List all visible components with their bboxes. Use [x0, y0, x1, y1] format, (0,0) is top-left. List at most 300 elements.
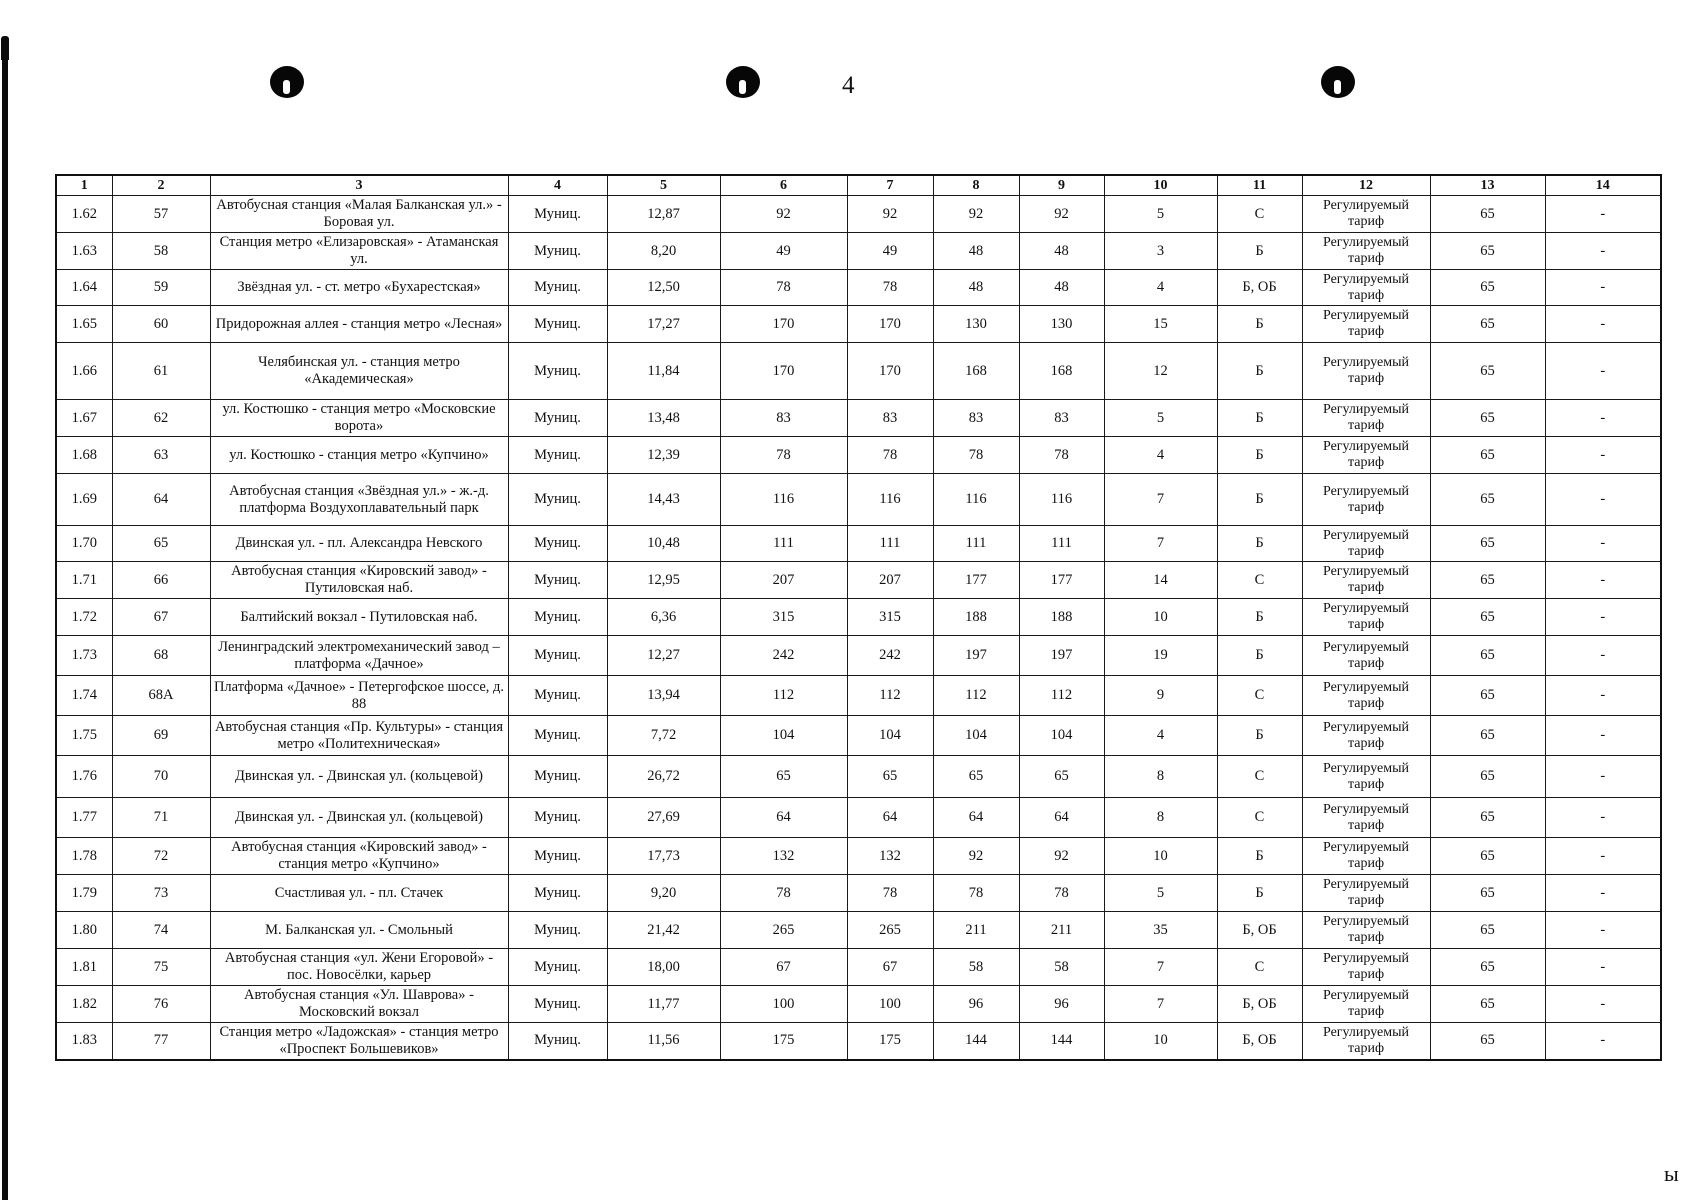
route-name-cell: Автобусная станция «ул. Жени Егоровой» - пос. Новосёлки, карьер — [210, 949, 508, 986]
value-cell: - — [1545, 233, 1661, 270]
route-number-cell: 61 — [112, 343, 210, 400]
value-cell: - — [1545, 636, 1661, 676]
class-cell: Б — [1217, 400, 1302, 437]
value-cell: 132 — [847, 838, 933, 875]
value-cell: 116 — [933, 474, 1019, 526]
route-name-cell: Автобусная станция «Малая Балканская ул.» - Боровая ул. — [210, 196, 508, 233]
value-cell: 175 — [847, 1023, 933, 1060]
table-row — [56, 233, 1661, 270]
value-cell: 8 — [1104, 756, 1217, 798]
value-cell: 92 — [1019, 196, 1104, 233]
route-number-cell: 67 — [112, 599, 210, 636]
value-cell: 5 — [1104, 400, 1217, 437]
length-cell: 26,72 — [607, 756, 720, 798]
class-cell: Б, ОБ — [1217, 912, 1302, 949]
length-cell: 13,94 — [607, 676, 720, 716]
route-number-cell: 62 — [112, 400, 210, 437]
value-cell: 7 — [1104, 986, 1217, 1023]
row-number-cell: 1.78 — [56, 838, 112, 875]
value-cell: 265 — [720, 912, 847, 949]
length-cell: 12,27 — [607, 636, 720, 676]
value-cell: - — [1545, 912, 1661, 949]
route-name-cell: Двинская ул. - Двинская ул. (кольцевой) — [210, 798, 508, 838]
value-cell: 170 — [847, 343, 933, 400]
value-cell: 10 — [1104, 599, 1217, 636]
type-cell: Муниц. — [508, 599, 607, 636]
route-name-cell: Автобусная станция «Пр. Культуры» - станция метро «Политехническая» — [210, 716, 508, 756]
length-cell: 17,73 — [607, 838, 720, 875]
route-name-cell: Звёздная ул. - ст. метро «Бухарестская» — [210, 270, 508, 306]
value-cell: - — [1545, 676, 1661, 716]
class-cell: Б — [1217, 474, 1302, 526]
value-cell: 112 — [933, 676, 1019, 716]
route-name-cell: Двинская ул. - пл. Александра Невского — [210, 526, 508, 562]
value-cell: 168 — [1019, 343, 1104, 400]
value-cell: 242 — [720, 636, 847, 676]
value-cell: 177 — [933, 562, 1019, 599]
length-cell: 8,20 — [607, 233, 720, 270]
punch-hole-icon — [1321, 66, 1355, 98]
value-cell: 65 — [1430, 400, 1545, 437]
row-number-cell: 1.76 — [56, 756, 112, 798]
value-cell: 58 — [933, 949, 1019, 986]
value-cell: 315 — [720, 599, 847, 636]
value-cell: 111 — [933, 526, 1019, 562]
value-cell: 48 — [933, 233, 1019, 270]
table-row — [56, 875, 1661, 912]
class-cell: Б — [1217, 343, 1302, 400]
value-cell: 132 — [720, 838, 847, 875]
table-row — [56, 343, 1661, 400]
value-cell: 58 — [1019, 949, 1104, 986]
length-cell: 12,50 — [607, 270, 720, 306]
value-cell: 116 — [720, 474, 847, 526]
value-cell: 67 — [847, 949, 933, 986]
table-row — [56, 756, 1661, 798]
length-cell: 14,43 — [607, 474, 720, 526]
class-cell: Б — [1217, 233, 1302, 270]
route-number-cell: 71 — [112, 798, 210, 838]
class-cell: С — [1217, 798, 1302, 838]
row-number-cell: 1.71 — [56, 562, 112, 599]
column-header: 1 — [56, 175, 112, 196]
value-cell: - — [1545, 196, 1661, 233]
tariff-cell: Регулируемый тариф — [1302, 798, 1430, 838]
row-number-cell: 1.72 — [56, 599, 112, 636]
row-number-cell: 1.70 — [56, 526, 112, 562]
row-number-cell: 1.64 — [56, 270, 112, 306]
value-cell: 65 — [1430, 636, 1545, 676]
value-cell: 104 — [933, 716, 1019, 756]
route-name-cell: Автобусная станция «Кировский завод» - станция метро «Купчино» — [210, 838, 508, 875]
table-row — [56, 437, 1661, 474]
value-cell: 65 — [1430, 270, 1545, 306]
value-cell: 78 — [933, 875, 1019, 912]
route-number-cell: 72 — [112, 838, 210, 875]
value-cell: 65 — [720, 756, 847, 798]
value-cell: 116 — [1019, 474, 1104, 526]
value-cell: 49 — [720, 233, 847, 270]
route-number-cell: 68 — [112, 636, 210, 676]
value-cell: 65 — [933, 756, 1019, 798]
page-number: 4 — [842, 72, 855, 99]
row-number-cell: 1.65 — [56, 306, 112, 343]
value-cell: 65 — [1430, 599, 1545, 636]
class-cell: Б — [1217, 838, 1302, 875]
value-cell: 170 — [720, 343, 847, 400]
tariff-cell: Регулируемый тариф — [1302, 233, 1430, 270]
value-cell: - — [1545, 798, 1661, 838]
value-cell: 170 — [720, 306, 847, 343]
type-cell: Муниц. — [508, 676, 607, 716]
value-cell: 65 — [1430, 875, 1545, 912]
value-cell: 112 — [1019, 676, 1104, 716]
row-number-cell: 1.82 — [56, 986, 112, 1023]
tariff-cell: Регулируемый тариф — [1302, 676, 1430, 716]
value-cell: 3 — [1104, 233, 1217, 270]
route-number-cell: 64 — [112, 474, 210, 526]
type-cell: Муниц. — [508, 716, 607, 756]
length-cell: 17,27 — [607, 306, 720, 343]
table-row — [56, 798, 1661, 838]
class-cell: Б, ОБ — [1217, 1023, 1302, 1060]
length-cell: 11,56 — [607, 1023, 720, 1060]
value-cell: 9 — [1104, 676, 1217, 716]
tariff-cell: Регулируемый тариф — [1302, 1023, 1430, 1060]
table-row — [56, 912, 1661, 949]
tariff-cell: Регулируемый тариф — [1302, 636, 1430, 676]
route-name-cell: Автобусная станция «Ул. Шаврова» - Московский вокзал — [210, 986, 508, 1023]
value-cell: 100 — [847, 986, 933, 1023]
value-cell: 15 — [1104, 306, 1217, 343]
value-cell: 92 — [720, 196, 847, 233]
row-number-cell: 1.75 — [56, 716, 112, 756]
route-name-cell: Автобусная станция «Кировский завод» - Путиловская наб. — [210, 562, 508, 599]
table-row — [56, 636, 1661, 676]
value-cell: 78 — [720, 270, 847, 306]
route-name-cell: Балтийский вокзал - Путиловская наб. — [210, 599, 508, 636]
value-cell: 175 — [720, 1023, 847, 1060]
route-number-cell: 74 — [112, 912, 210, 949]
route-number-cell: 76 — [112, 986, 210, 1023]
type-cell: Муниц. — [508, 474, 607, 526]
value-cell: 104 — [720, 716, 847, 756]
column-header: 2 — [112, 175, 210, 196]
tariff-cell: Регулируемый тариф — [1302, 949, 1430, 986]
value-cell: 64 — [720, 798, 847, 838]
value-cell: 65 — [1430, 798, 1545, 838]
route-name-cell: Двинская ул. - Двинская ул. (кольцевой) — [210, 756, 508, 798]
column-header: 5 — [607, 175, 720, 196]
route-number-cell: 73 — [112, 875, 210, 912]
route-number-cell: 70 — [112, 756, 210, 798]
type-cell: Муниц. — [508, 875, 607, 912]
class-cell: С — [1217, 949, 1302, 986]
type-cell: Муниц. — [508, 1023, 607, 1060]
value-cell: - — [1545, 306, 1661, 343]
table-row — [56, 526, 1661, 562]
type-cell: Муниц. — [508, 526, 607, 562]
type-cell: Муниц. — [508, 343, 607, 400]
route-number-cell: 77 — [112, 1023, 210, 1060]
value-cell: 65 — [1430, 986, 1545, 1023]
class-cell: С — [1217, 756, 1302, 798]
value-cell: 65 — [1430, 233, 1545, 270]
table-row — [56, 676, 1661, 716]
value-cell: 65 — [1430, 196, 1545, 233]
value-cell: 65 — [847, 756, 933, 798]
route-name-cell: Платформа «Дачное» - Петергофское шоссе, д. 88 — [210, 676, 508, 716]
route-name-cell: Счастливая ул. - пл. Стачек — [210, 875, 508, 912]
row-number-cell: 1.63 — [56, 233, 112, 270]
row-number-cell: 1.62 — [56, 196, 112, 233]
length-cell: 12,95 — [607, 562, 720, 599]
value-cell: 168 — [933, 343, 1019, 400]
value-cell: 10 — [1104, 1023, 1217, 1060]
value-cell: - — [1545, 343, 1661, 400]
route-number-cell: 65 — [112, 526, 210, 562]
value-cell: 116 — [847, 474, 933, 526]
route-name-cell: Станция метро «Ладожская» - станция метро «Проспект Большевиков» — [210, 1023, 508, 1060]
length-cell: 11,84 — [607, 343, 720, 400]
route-name-cell: ул. Костюшко - станция метро «Купчино» — [210, 437, 508, 474]
type-cell: Муниц. — [508, 798, 607, 838]
value-cell: 5 — [1104, 875, 1217, 912]
class-cell: Б — [1217, 636, 1302, 676]
class-cell: Б — [1217, 875, 1302, 912]
tariff-cell: Регулируемый тариф — [1302, 400, 1430, 437]
table-body — [56, 196, 1661, 1060]
value-cell: - — [1545, 562, 1661, 599]
route-name-cell: Станция метро «Елизаровская» - Атаманская ул. — [210, 233, 508, 270]
value-cell: 92 — [847, 196, 933, 233]
value-cell: 265 — [847, 912, 933, 949]
tariff-cell: Регулируемый тариф — [1302, 437, 1430, 474]
value-cell: - — [1545, 400, 1661, 437]
type-cell: Муниц. — [508, 986, 607, 1023]
tariff-cell: Регулируемый тариф — [1302, 196, 1430, 233]
class-cell: Б — [1217, 437, 1302, 474]
tariff-cell: Регулируемый тариф — [1302, 838, 1430, 875]
value-cell: 64 — [1019, 798, 1104, 838]
value-cell: 65 — [1430, 838, 1545, 875]
value-cell: 65 — [1019, 756, 1104, 798]
route-name-cell: Придорожная аллея - станция метро «Лесная» — [210, 306, 508, 343]
class-cell: С — [1217, 676, 1302, 716]
value-cell: 19 — [1104, 636, 1217, 676]
length-cell: 18,00 — [607, 949, 720, 986]
type-cell: Муниц. — [508, 756, 607, 798]
value-cell: 130 — [933, 306, 1019, 343]
row-number-cell: 1.81 — [56, 949, 112, 986]
value-cell: 78 — [847, 437, 933, 474]
value-cell: 188 — [1019, 599, 1104, 636]
value-cell: 78 — [847, 875, 933, 912]
route-number-cell: 69 — [112, 716, 210, 756]
value-cell: 7 — [1104, 474, 1217, 526]
table-row — [56, 949, 1661, 986]
tariff-cell: Регулируемый тариф — [1302, 343, 1430, 400]
value-cell: 100 — [720, 986, 847, 1023]
value-cell: 112 — [720, 676, 847, 716]
row-number-cell: 1.83 — [56, 1023, 112, 1060]
value-cell: 207 — [720, 562, 847, 599]
route-number-cell: 60 — [112, 306, 210, 343]
value-cell: 4 — [1104, 270, 1217, 306]
value-cell: 4 — [1104, 437, 1217, 474]
punch-hole-icon — [726, 66, 760, 98]
value-cell: 144 — [933, 1023, 1019, 1060]
tariff-cell: Регулируемый тариф — [1302, 756, 1430, 798]
type-cell: Муниц. — [508, 636, 607, 676]
value-cell: 65 — [1430, 437, 1545, 474]
value-cell: 14 — [1104, 562, 1217, 599]
value-cell: 83 — [720, 400, 847, 437]
tariff-cell: Регулируемый тариф — [1302, 986, 1430, 1023]
value-cell: - — [1545, 526, 1661, 562]
route-name-cell: ул. Костюшко - станция метро «Московские ворота» — [210, 400, 508, 437]
row-number-cell: 1.68 — [56, 437, 112, 474]
table-row — [56, 400, 1661, 437]
column-header: 12 — [1302, 175, 1430, 196]
value-cell: 7 — [1104, 526, 1217, 562]
value-cell: 197 — [1019, 636, 1104, 676]
value-cell: - — [1545, 270, 1661, 306]
value-cell: 8 — [1104, 798, 1217, 838]
table-row — [56, 599, 1661, 636]
value-cell: 315 — [847, 599, 933, 636]
column-header: 13 — [1430, 175, 1545, 196]
length-cell: 9,20 — [607, 875, 720, 912]
value-cell: 111 — [720, 526, 847, 562]
value-cell: 78 — [847, 270, 933, 306]
value-cell: 104 — [1019, 716, 1104, 756]
value-cell: 7 — [1104, 949, 1217, 986]
value-cell: - — [1545, 1023, 1661, 1060]
table-row — [56, 306, 1661, 343]
value-cell: 67 — [720, 949, 847, 986]
column-header: 14 — [1545, 175, 1661, 196]
value-cell: 96 — [1019, 986, 1104, 1023]
class-cell: С — [1217, 196, 1302, 233]
table-row — [56, 474, 1661, 526]
class-cell: Б — [1217, 526, 1302, 562]
type-cell: Муниц. — [508, 270, 607, 306]
length-cell: 27,69 — [607, 798, 720, 838]
length-cell: 6,36 — [607, 599, 720, 636]
type-cell: Муниц. — [508, 437, 607, 474]
corner-mark: ы — [1664, 1161, 1679, 1186]
value-cell: 78 — [1019, 437, 1104, 474]
value-cell: 78 — [720, 437, 847, 474]
value-cell: 48 — [933, 270, 1019, 306]
table-row — [56, 1023, 1661, 1060]
row-number-cell: 1.74 — [56, 676, 112, 716]
table-row — [56, 838, 1661, 875]
row-number-cell: 1.73 — [56, 636, 112, 676]
route-name-cell: Челябинская ул. - станция метро «Академическая» — [210, 343, 508, 400]
value-cell: 170 — [847, 306, 933, 343]
value-cell: 4 — [1104, 716, 1217, 756]
type-cell: Муниц. — [508, 912, 607, 949]
row-number-cell: 1.66 — [56, 343, 112, 400]
value-cell: 65 — [1430, 676, 1545, 716]
value-cell: 65 — [1430, 949, 1545, 986]
length-cell: 13,48 — [607, 400, 720, 437]
type-cell: Муниц. — [508, 400, 607, 437]
value-cell: - — [1545, 756, 1661, 798]
class-cell: С — [1217, 562, 1302, 599]
column-header: 8 — [933, 175, 1019, 196]
tariff-cell: Регулируемый тариф — [1302, 912, 1430, 949]
value-cell: 144 — [1019, 1023, 1104, 1060]
table-row — [56, 562, 1661, 599]
value-cell: 197 — [933, 636, 1019, 676]
value-cell: 104 — [847, 716, 933, 756]
route-number-cell: 75 — [112, 949, 210, 986]
row-number-cell: 1.67 — [56, 400, 112, 437]
value-cell: 83 — [847, 400, 933, 437]
value-cell: - — [1545, 716, 1661, 756]
value-cell: 65 — [1430, 716, 1545, 756]
value-cell: 188 — [933, 599, 1019, 636]
value-cell: 211 — [933, 912, 1019, 949]
type-cell: Муниц. — [508, 306, 607, 343]
value-cell: 92 — [933, 838, 1019, 875]
tariff-cell: Регулируемый тариф — [1302, 306, 1430, 343]
table-row — [56, 986, 1661, 1023]
column-header: 7 — [847, 175, 933, 196]
route-number-cell: 63 — [112, 437, 210, 474]
table-row — [56, 270, 1661, 306]
route-name-cell: Ленинградский электромеханический завод – платформа «Дачное» — [210, 636, 508, 676]
route-number-cell: 68А — [112, 676, 210, 716]
value-cell: 65 — [1430, 912, 1545, 949]
route-number-cell: 57 — [112, 196, 210, 233]
class-cell: Б — [1217, 306, 1302, 343]
value-cell: 83 — [933, 400, 1019, 437]
class-cell: Б, ОБ — [1217, 986, 1302, 1023]
value-cell: 112 — [847, 676, 933, 716]
length-cell: 11,77 — [607, 986, 720, 1023]
value-cell: 111 — [1019, 526, 1104, 562]
class-cell: Б — [1217, 599, 1302, 636]
value-cell: 65 — [1430, 1023, 1545, 1060]
type-cell: Муниц. — [508, 196, 607, 233]
value-cell: 78 — [1019, 875, 1104, 912]
tariff-cell: Регулируемый тариф — [1302, 875, 1430, 912]
value-cell: 96 — [933, 986, 1019, 1023]
type-cell: Муниц. — [508, 949, 607, 986]
value-cell: - — [1545, 949, 1661, 986]
column-header: 6 — [720, 175, 847, 196]
column-header: 9 — [1019, 175, 1104, 196]
table-header-row — [56, 175, 1661, 196]
value-cell: 12 — [1104, 343, 1217, 400]
table-row — [56, 196, 1661, 233]
value-cell: 92 — [1019, 838, 1104, 875]
value-cell: 242 — [847, 636, 933, 676]
value-cell: 65 — [1430, 343, 1545, 400]
left-edge-bar — [2, 38, 8, 1200]
tariff-cell: Регулируемый тариф — [1302, 599, 1430, 636]
value-cell: 65 — [1430, 562, 1545, 599]
type-cell: Муниц. — [508, 233, 607, 270]
value-cell: - — [1545, 437, 1661, 474]
class-cell: Б — [1217, 716, 1302, 756]
value-cell: 211 — [1019, 912, 1104, 949]
route-name-cell: Автобусная станция «Звёздная ул.» - ж.-д. платформа Воздухоплавательный парк — [210, 474, 508, 526]
